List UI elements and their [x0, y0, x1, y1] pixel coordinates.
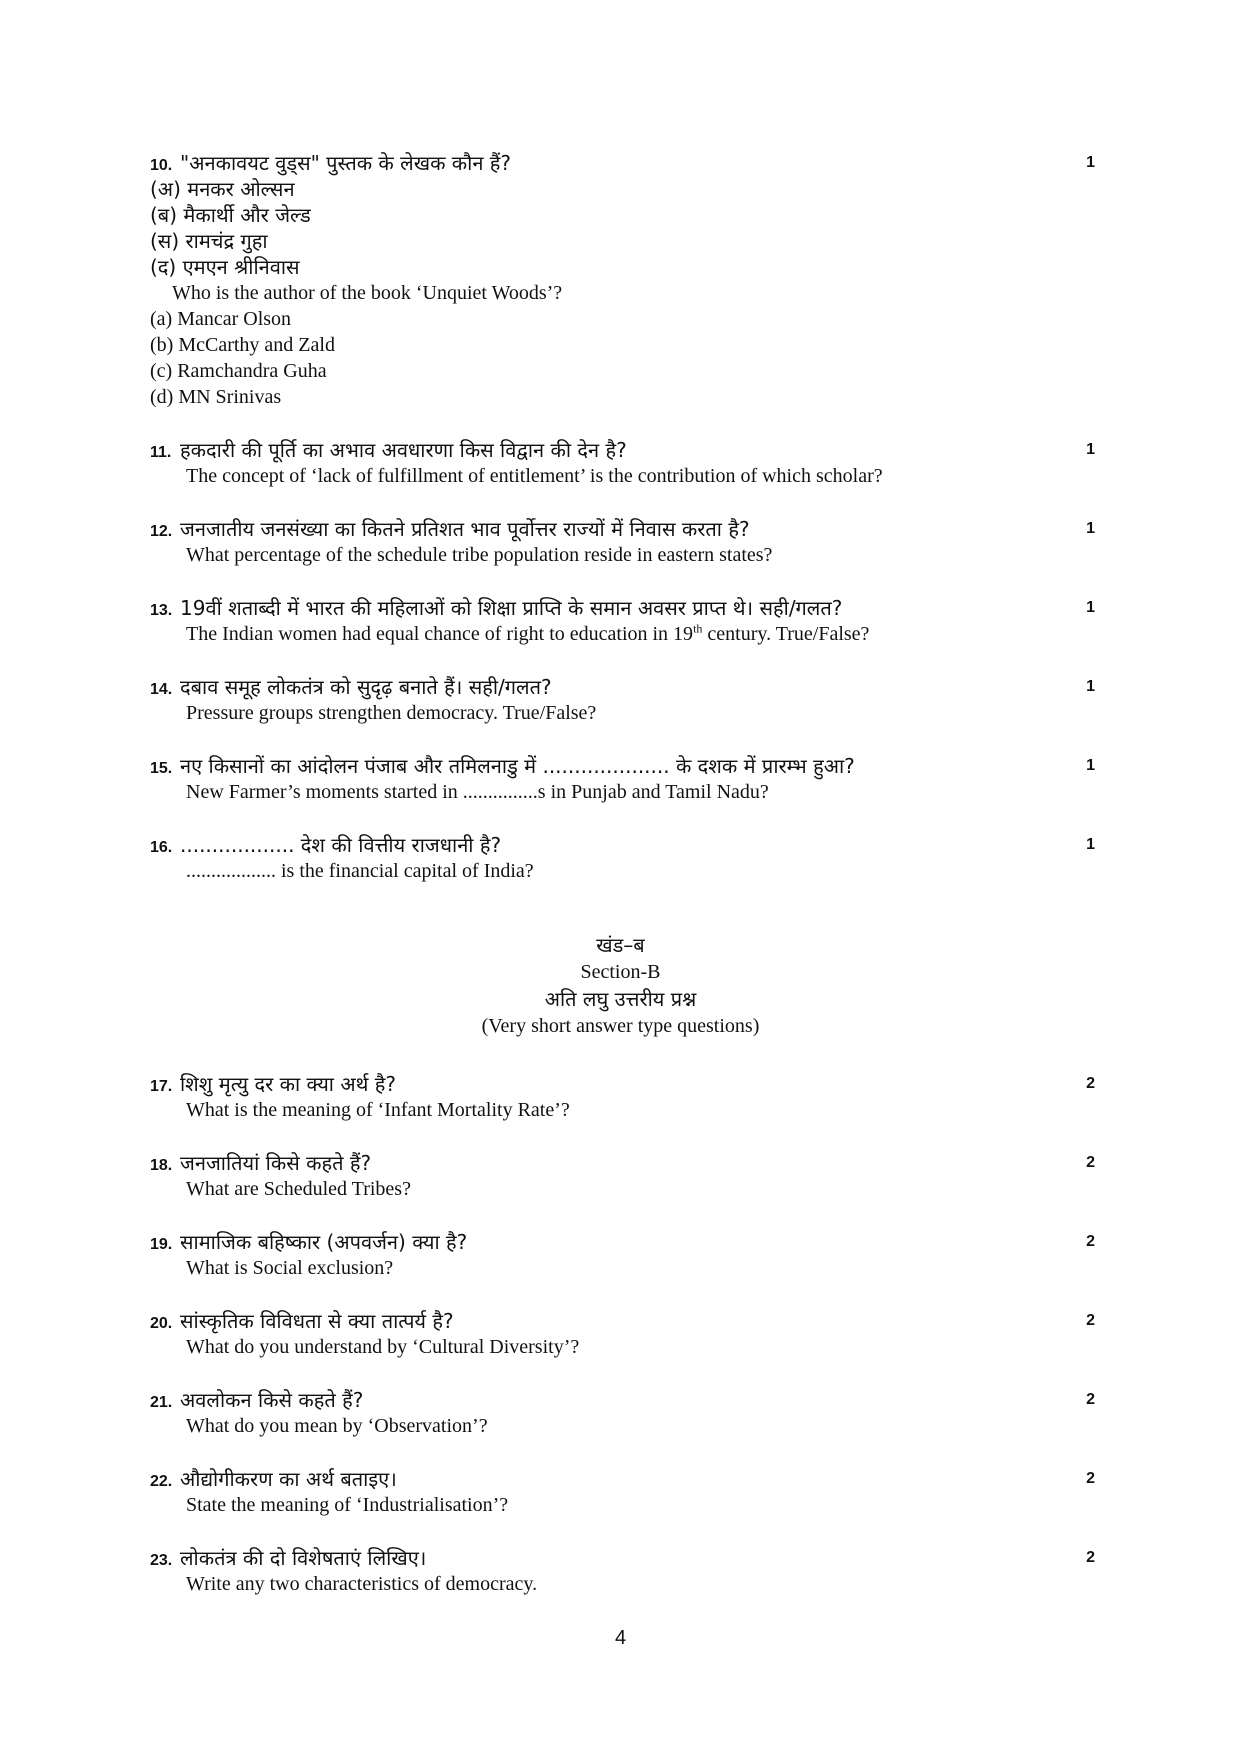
question-21 — [150, 1387, 1095, 1439]
marks: 2 — [1086, 1312, 1095, 1329]
question-number: 19. — [150, 1236, 173, 1253]
section-subtitle-hindi: अति लघु उत्तरीय प्रश्न — [544, 987, 697, 1011]
marks: 1 — [1086, 836, 1095, 853]
question-text-english: Pressure groups strengthen democracy. True/False? — [186, 702, 597, 724]
question-text-hindi: 19वीं शताब्दी में भारत की महिलाओं को शिक्षा प्राप्ति के समान अवसर प्राप्त थे। सही/गलत? — [180, 596, 843, 620]
question-number: 21. — [150, 1394, 173, 1411]
question-text-hindi: शिशु मृत्यु दर का क्या अर्थ है? — [180, 1072, 396, 1096]
option-hindi-a: (अ) मनकर ओल्सन — [150, 177, 295, 201]
marks: 2 — [1086, 1075, 1095, 1092]
question-text-hindi: हकदारी की पूर्ति का अभाव अवधारणा किस विद्वान की देन है? — [180, 438, 627, 462]
question-12 — [150, 516, 1095, 568]
question-17 — [150, 1071, 1095, 1123]
section-title-hindi: खंड–ब — [596, 933, 645, 957]
question-number: 11. — [150, 444, 172, 461]
question-text-english: What are Scheduled Tribes? — [186, 1178, 411, 1200]
question-22 — [150, 1466, 1095, 1518]
question-text-english: State the meaning of ‘Industrialisation’? — [186, 1494, 509, 1516]
marks: 1 — [1086, 757, 1095, 774]
question-10-hindi — [150, 150, 1095, 176]
question-text-hindi: लोकतंत्र की दो विशेषताएं लिखिए। — [180, 1546, 427, 1570]
question-13 — [150, 595, 1095, 647]
option-hindi-c: (स) रामचंद्र गुहा — [150, 229, 268, 253]
marks: 2 — [1086, 1549, 1095, 1566]
question-number: 13. — [150, 602, 173, 619]
question-text-hindi: जनजातीय जनसंख्या का कितने प्रतिशत भाव पूर्वोत्तर राज्यों में निवास करता है? — [180, 517, 750, 541]
section-subtitle-english: (Very short answer type questions) — [481, 1015, 760, 1037]
marks: 1 — [1086, 678, 1095, 695]
question-20 — [150, 1308, 1095, 1360]
question-text-hindi: "अनकावयट वुड्स" पुस्तक के लेखक कौन हैं? — [180, 151, 512, 175]
question-text-english: What is Social exclusion? — [186, 1257, 394, 1279]
question-15 — [150, 753, 1095, 805]
question-text-english: What do you mean by ‘Observation’? — [186, 1415, 488, 1437]
question-number: 22. — [150, 1473, 173, 1490]
option-english-a: (a) Mancar Olson — [150, 308, 292, 330]
question-text-hindi: दबाव समूह लोकतंत्र को सुदृढ़ बनाते हैं। सही/गलत? — [180, 675, 552, 699]
marks: 1 — [1086, 599, 1095, 616]
question-number: 18. — [150, 1157, 173, 1174]
question-number: 16. — [150, 839, 173, 856]
question-10 — [150, 150, 1095, 410]
question-16 — [150, 832, 1095, 884]
option-hindi-d: (द) एमएन श्रीनिवास — [150, 255, 300, 279]
question-text-english: Write any two characteristics of democracy. — [186, 1573, 538, 1595]
question-text-hindi: अवलोकन किसे कहते हैं? — [180, 1388, 364, 1412]
question-text-hindi: सामाजिक बहिष्कार (अपवर्जन) क्या है? — [180, 1230, 468, 1254]
question-text-hindi: सांस्कृतिक विविधता से क्या तात्पर्य है? — [180, 1309, 454, 1333]
question-11 — [150, 437, 1095, 489]
marks: 2 — [1086, 1470, 1095, 1487]
question-19 — [150, 1229, 1095, 1281]
question-text-english: The Indian women had equal chance of right to education in 19th century. True/False? — [186, 621, 870, 645]
question-text-hindi: नए किसानों का आंदोलन पंजाब और तमिलनाडु में .................... के दशक में प्रारम्भ हुआ? — [180, 754, 855, 778]
option-english-b: (b) McCarthy and Zald — [150, 334, 335, 356]
section-b-heading — [0, 932, 1241, 1040]
marks: 2 — [1086, 1154, 1095, 1171]
question-23 — [150, 1545, 1095, 1597]
question-text-english: What do you understand by ‘Cultural Diversity’? — [186, 1336, 580, 1358]
question-text-hindi: .................. देश की वित्तीय राजधानी है? — [180, 833, 502, 857]
question-number: 15. — [150, 760, 173, 777]
option-hindi-b: (ब) मैकार्थी और जेल्ड — [150, 203, 311, 227]
question-14 — [150, 674, 1095, 726]
question-number: 12. — [150, 523, 173, 540]
question-text-english: New Farmer’s moments started in ...............s in Punjab and Tamil Nadu? — [186, 781, 769, 803]
question-number: 14. — [150, 681, 173, 698]
option-english-d: (d) MN Srinivas — [150, 386, 282, 408]
question-text-hindi: औद्योगीकरण का अर्थ बताइए। — [180, 1467, 397, 1491]
question-number: 20. — [150, 1315, 173, 1332]
question-number: 10. — [150, 157, 173, 174]
question-text-english: What percentage of the schedule tribe population reside in eastern states? — [186, 544, 773, 566]
question-text-english: The concept of ‘lack of fulfillment of entitlement’ is the contribution of which scholar? — [186, 465, 883, 487]
marks: 2 — [1086, 1391, 1095, 1408]
page-number: 4 — [614, 1627, 627, 1649]
question-number: 17. — [150, 1078, 173, 1095]
marks: 1 — [1086, 441, 1095, 458]
marks: 1 — [1086, 520, 1095, 537]
question-number: 23. — [150, 1552, 173, 1569]
question-text-english: .................. is the financial capital of India? — [186, 860, 534, 882]
question-text-hindi: जनजातियां किसे कहते हैं? — [180, 1151, 372, 1175]
question-text-english: What is the meaning of ‘Infant Mortality Rate’? — [186, 1099, 570, 1121]
marks: 2 — [1086, 1233, 1095, 1250]
question-text-english: Who is the author of the book ‘Unquiet Woods’? — [172, 282, 563, 304]
question-18 — [150, 1150, 1095, 1202]
marks: 1 — [1086, 154, 1095, 171]
option-english-c: (c) Ramchandra Guha — [150, 360, 327, 382]
section-title-english: Section-B — [580, 961, 661, 983]
